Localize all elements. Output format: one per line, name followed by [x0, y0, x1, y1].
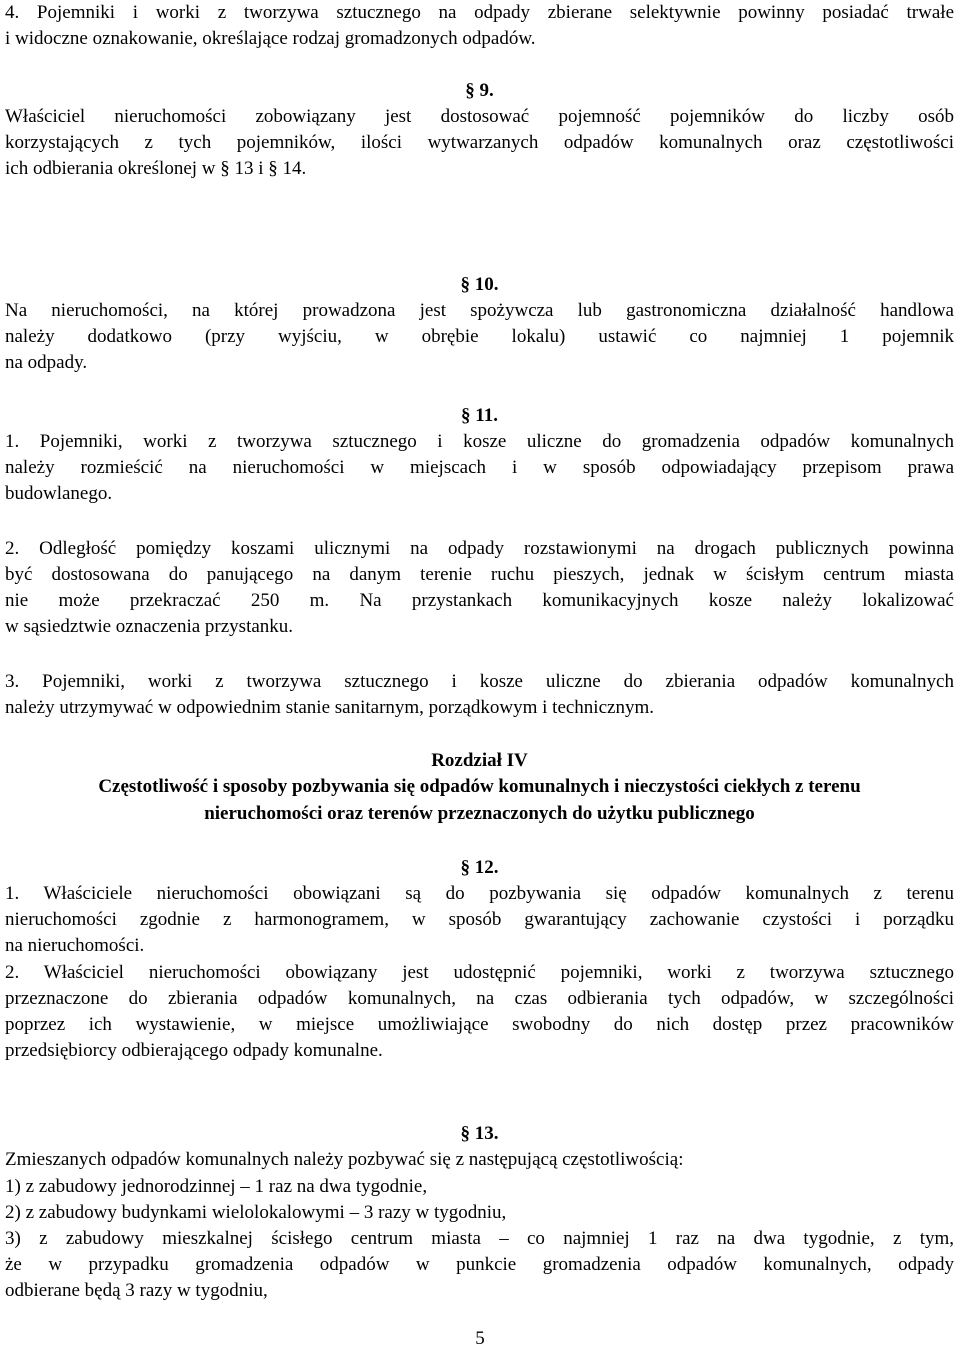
chapter-subtitle-line: Częstotliwość i sposoby pozbywania się odpadów komunalnych i nieczystości ciekłych z terenu: [98, 776, 861, 797]
paragraph-4: [5, 0, 954, 52]
text-line: przedsiębiorcy odbierającego odpady komunalne.: [5, 1040, 383, 1061]
text-line: 1. Właściciele nieruchomości obowiązani są do pozbywania się odpadów komunalnych z terenu: [5, 883, 954, 904]
text-line: ich odbierania określonej w § 13 i § 14.: [5, 158, 307, 179]
section-12-point-1: [5, 881, 954, 959]
section-13-intro: [5, 1147, 954, 1173]
text-line: należy dodatkowo (przy wyjściu, w obrębie lokalu) ustawić co najmniej 1 pojemnik: [5, 326, 954, 347]
text-line: na nieruchomości.: [5, 935, 145, 956]
section-heading-13: § 13.: [460, 1123, 499, 1144]
text-line: nie może przekraczać 250 m. Na przystankach komunikacyjnych kosze należy lokalizować: [5, 590, 954, 611]
text-line: 1. Pojemniki, worki z tworzywa sztucznego i kosze uliczne do gromadzenia odpadów komunalnych: [5, 431, 954, 452]
text-line: należy rozmieścić na nieruchomości w miejscach i w sposób odpowiadający przepisom prawa: [5, 457, 954, 478]
text-line: Na nieruchomości, na której prowadzona jest spożywcza lub gastronomiczna działalność handlowa: [5, 300, 954, 321]
text-line: 3. Pojemniki, worki z tworzywa sztucznego i kosze uliczne do zbierania odpadów komunalnych: [5, 671, 954, 692]
section-heading-9: § 9.: [465, 80, 494, 101]
section-heading-12: § 12.: [460, 857, 499, 878]
text-line: 3) z zabudowy mieszkalnej ścisłego centrum miasta – co najmniej 1 raz na dwa tygodnie, z tym,: [5, 1228, 954, 1249]
text-line: 4. Pojemniki i worki z tworzywa sztucznego na odpady zbierane selektywnie powinny posiadać trwałe: [5, 2, 954, 23]
text-line: korzystających z tych pojemników, ilości wytwarzanych odpadów komunalnych oraz częstotliwości: [5, 132, 954, 153]
text-line: poprzez ich wystawienie, w miejsce umożliwiające swobodny do nich dostęp przez pracowników: [5, 1014, 954, 1035]
section-heading-10: § 10.: [460, 274, 499, 295]
text-line: i widoczne oznakowanie, określające rodzaj gromadzonych odpadów.: [5, 28, 536, 49]
text-line: przeznaczone do zbierania odpadów komunalnych, na czas odbierania tych odpadów, w szczególności: [5, 988, 954, 1009]
text-line: należy utrzymywać w odpowiednim stanie sanitarnym, porządkowym i technicznym.: [5, 697, 654, 718]
text-line: 2) z zabudowy budynkami wielolokalowymi – 3 razy w tygodniu,: [5, 1202, 507, 1223]
text-line: 1) z zabudowy jednorodzinnej – 1 raz na dwa tygodnie,: [5, 1176, 428, 1197]
text-line: budowlanego.: [5, 483, 113, 504]
section-13-item-1: [5, 1174, 954, 1200]
section-12-point-2: [5, 960, 954, 1064]
page-number: 5: [475, 1328, 485, 1349]
section-13-item-2: [5, 1200, 954, 1226]
text-line: Właściciel nieruchomości zobowiązany jest dostosować pojemność pojemników do liczby osób: [5, 106, 954, 127]
text-line: na odpady.: [5, 352, 88, 373]
text-line: w sąsiedztwie oznaczenia przystanku.: [5, 616, 294, 637]
text-line: że w przypadku gromadzenia odpadów w punkcie gromadzenia odpadów komunalnych, odpady: [5, 1254, 954, 1275]
text-line: 2. Właściciel nieruchomości obowiązany jest udostępnić pojemniki, worki z tworzywa sztucznego: [5, 962, 954, 983]
section-11-point-2: [5, 536, 954, 640]
section-heading-11: § 11.: [461, 405, 498, 426]
chapter-title: Rozdział IV: [431, 750, 528, 771]
text-line: odbierane będą 3 razy w tygodniu,: [5, 1280, 268, 1301]
section-11-point-3: [5, 669, 954, 721]
text-line: Zmieszanych odpadów komunalnych należy pozbywać się z następującą częstotliwością:: [5, 1149, 684, 1170]
section-9-text: [5, 104, 954, 182]
chapter-subtitle-line: nieruchomości oraz terenów przeznaczonych do użytku publicznego: [204, 803, 755, 824]
section-11-point-1: [5, 429, 954, 507]
text-line: 2. Odległość pomiędzy koszami ulicznymi na odpady rozstawionymi na drogach publicznych powinna: [5, 538, 954, 559]
text-line: nieruchomości zgodnie z harmonogramem, w sposób gwarantujący zachowanie czystości i porządku: [5, 909, 954, 930]
section-13-item-3: [5, 1226, 954, 1304]
text-line: być dostosowana do panującego na danym terenie ruchu pieszych, jednak w ścisłym centrum miasta: [5, 564, 954, 585]
section-10-text: [5, 298, 954, 376]
